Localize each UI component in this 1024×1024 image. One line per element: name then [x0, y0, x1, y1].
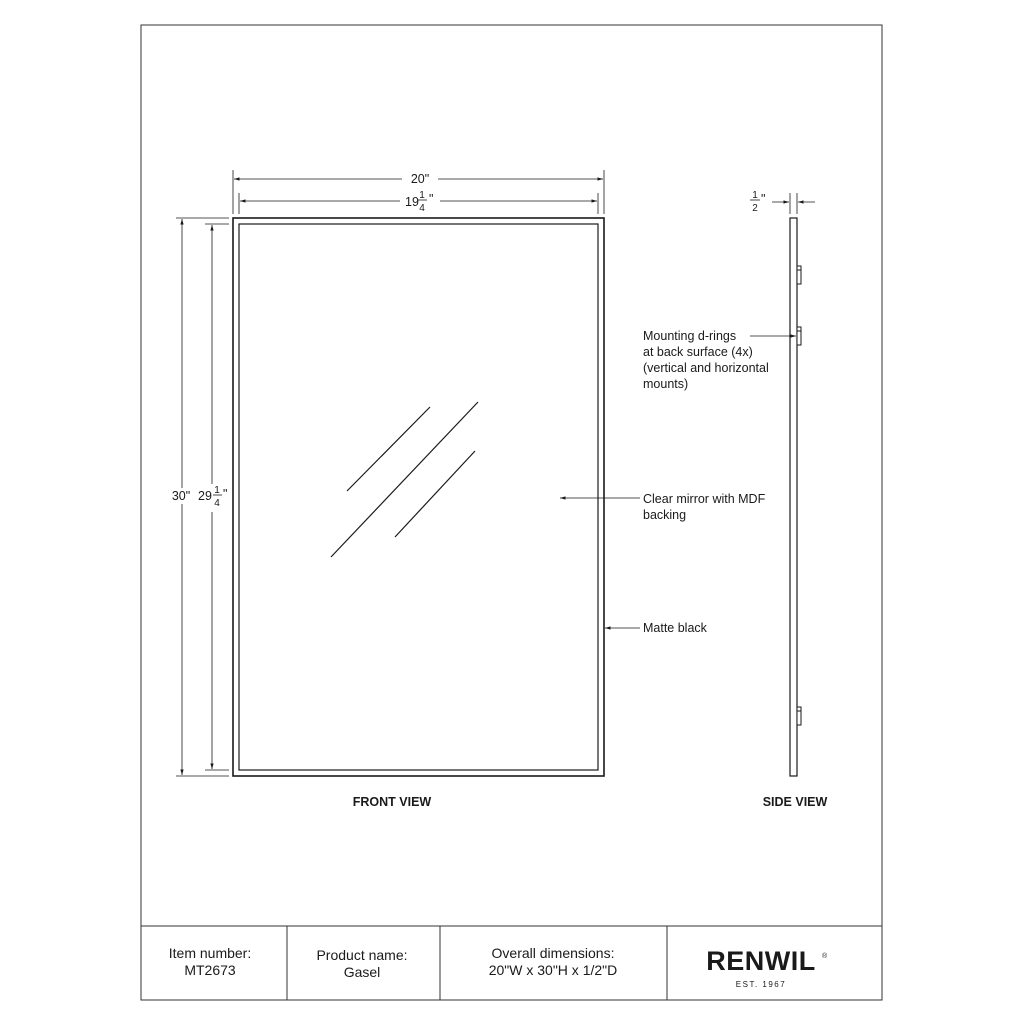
item-number-label: Item number:	[168, 945, 252, 961]
frame-callout-text: Matte black	[643, 621, 707, 635]
svg-text:1: 1	[419, 190, 425, 201]
side-view-title: SIDE VIEW	[762, 795, 828, 809]
dimension-depth	[772, 193, 815, 214]
title-block	[141, 926, 882, 1000]
front-view	[168, 170, 766, 809]
svg-text:2: 2	[752, 203, 758, 214]
mirror-callout-text-1: Clear mirror with MDF	[643, 492, 766, 506]
d-ring-callout-text-2: at back surface (4x)	[643, 345, 753, 359]
mirror-glass-inner	[239, 224, 598, 770]
product-name-label: Product name:	[316, 947, 408, 963]
product-name-value: Gasel	[343, 964, 381, 980]
d-ring-callout-text-3: (vertical and horizontal	[643, 361, 769, 375]
width-overall-label: 20"	[410, 172, 430, 186]
mirror-callout-text-2: backing	[643, 508, 687, 522]
depth-label	[750, 190, 765, 214]
svg-text:1: 1	[214, 485, 220, 496]
svg-text:RENWIL: RENWIL	[706, 946, 816, 976]
svg-text:29: 29	[198, 489, 212, 503]
mirror-reflection-lines	[331, 402, 478, 557]
svg-text:EST. 1967: EST. 1967	[735, 980, 787, 989]
renwil-logo	[706, 946, 828, 989]
d-ring-callout-text-4: mounts)	[643, 377, 689, 391]
svg-text:": "	[223, 487, 228, 501]
svg-text:®: ®	[822, 953, 828, 960]
front-view-title: FRONT VIEW	[352, 795, 432, 809]
svg-text:4: 4	[214, 498, 220, 509]
svg-text:19: 19	[405, 195, 419, 209]
item-number-value: MT2673	[184, 962, 236, 978]
sheet-border	[141, 25, 882, 1000]
mirror-frame-outer	[233, 218, 604, 776]
side-profile	[790, 218, 797, 776]
height-overall-label: 30"	[171, 489, 191, 503]
overall-dimensions-value: 20"W x 30"H x 1/2"D	[488, 962, 618, 978]
svg-text:4: 4	[419, 203, 425, 214]
svg-text:1: 1	[752, 190, 758, 201]
svg-text:": "	[429, 192, 434, 206]
overall-dimensions-label: Overall dimensions:	[491, 945, 615, 961]
d-ring-callout-text-1: Mounting d-rings	[643, 329, 737, 343]
svg-text:": "	[761, 192, 766, 206]
